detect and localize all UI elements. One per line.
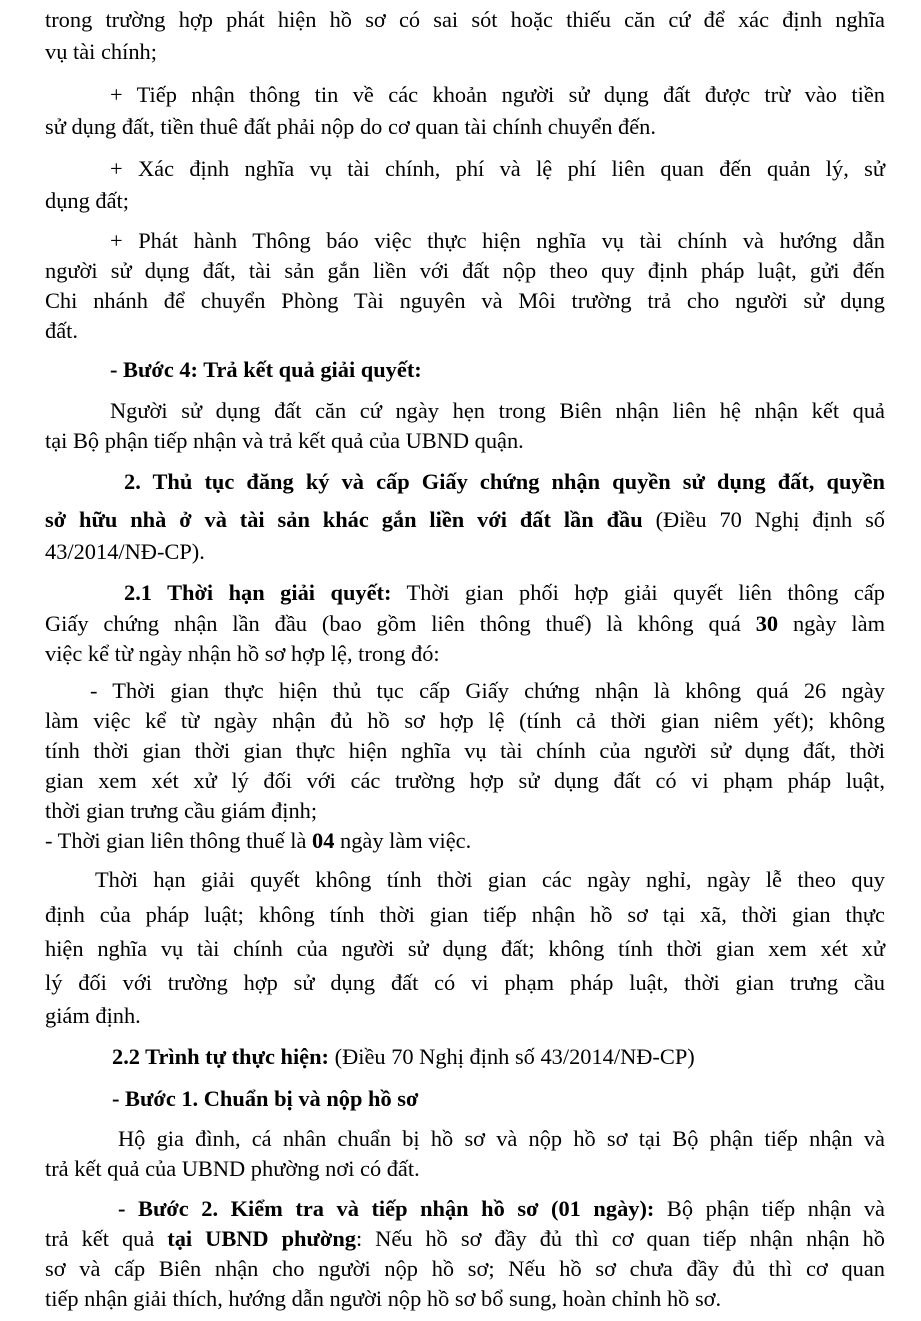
text-line: Người sử dụng đất căn cứ ngày hẹn trong Biên nhận liên hệ nhận kết quả <box>110 398 885 423</box>
text-line: tính thời gian thời gian thực hiện nghĩa vụ tài chính của người sử dụng đất, thời <box>45 738 885 763</box>
text-line: tại Bộ phận tiếp nhận và trả kết quả của UBND quận. <box>45 428 524 453</box>
text-line: - Thời gian thực hiện thủ tục cấp Giấy chứng nhận là không quá 26 ngày <box>90 678 885 703</box>
text-line <box>124 577 885 609</box>
text-line: vụ tài chính; <box>45 39 157 64</box>
text-line: Chi nhánh để chuyển Phòng Tài nguyên và Môi trường trả cho người sử dụng <box>45 288 885 313</box>
text-line: đất. <box>45 318 78 343</box>
text-line <box>45 825 885 857</box>
text-line: tiếp nhận giải thích, hướng dẫn người nộp hồ sơ bổ sung, hoàn chỉnh hồ sơ. <box>45 1286 722 1311</box>
tax-days-value: 04 <box>312 828 335 853</box>
section-2-heading: 2. Thủ tục đăng ký và cấp Giấy chứng nhận quyền sử dụng đất, quyền <box>124 469 885 494</box>
step-1-heading: - Bước 1. Chuẩn bị và nộp hồ sơ <box>112 1086 419 1111</box>
text-line: sơ và cấp Biên nhận cho người nộp hồ sơ; Nếu hồ sơ chưa đầy đủ thì cơ quan <box>45 1256 885 1281</box>
inline-text: ngày làm việc. <box>334 828 472 853</box>
text-line: trả kết quả của UBND phường nơi có đất. <box>45 1156 420 1181</box>
text-line: + Tiếp nhận thông tin về các khoản người sử dụng đất được trừ vào tiền <box>110 82 885 107</box>
text-line: dụng đất; <box>45 188 129 213</box>
legal-reference: (Điều 70 Nghị định số <box>642 507 886 532</box>
text-line: sử dụng đất, tiền thuê đất phải nộp do cơ quan tài chính chuyển đến. <box>45 114 656 139</box>
text-line: 43/2014/NĐ-CP). <box>45 539 205 564</box>
text-line <box>112 1041 885 1073</box>
text-line: người sử dụng đất, tài sản gắn liền với đất nộp theo quy định pháp luật, gửi đến <box>45 258 885 283</box>
inline-text: ngày làm <box>778 611 885 636</box>
inline-text: trả kết quả <box>45 1226 168 1251</box>
text-line: việc kể từ ngày nhận hồ sơ hợp lệ, trong đó: <box>45 641 440 666</box>
text-line: gian xem xét xử lý đối với các trường hợp sử dụng đất có vi phạm pháp luật, <box>45 768 885 793</box>
text-line: lý đối với trường hợp sử dụng đất có vi phạm pháp luật, thời gian trưng cầu <box>45 970 885 995</box>
text-line <box>45 1223 885 1255</box>
subsection-2-2-heading: 2.2 Trình tự thực hiện: <box>112 1044 330 1069</box>
inline-text: Thời gian phối hợp giải quyết liên thông cấp <box>391 580 885 605</box>
inline-text: : Nếu hồ sơ đầy đủ thì cơ quan tiếp nhận nhận hồ <box>355 1226 885 1251</box>
inline-text: - Thời gian liên thông thuế là <box>45 828 313 853</box>
ward-office: tại UBND phường <box>167 1226 356 1251</box>
text-line: hiện nghĩa vụ tài chính của người sử dụng đất; không tính thời gian xem xét xử <box>45 936 885 961</box>
text-line: + Xác định nghĩa vụ tài chính, phí và lệ phí liên quan đến quản lý, sử <box>110 156 885 181</box>
text-line: Hộ gia đình, cá nhân chuẩn bị hồ sơ và nộp hồ sơ tại Bộ phận tiếp nhận và <box>118 1126 885 1151</box>
step-4-heading: - Bước 4: Trả kết quả giải quyết: <box>110 357 422 382</box>
text-line: + Phát hành Thông báo việc thực hiện nghĩa vụ tài chính và hướng dẫn <box>110 228 885 253</box>
section-2-title-part: sở hữu nhà ở và tài sản khác gắn liền với đất lần đầu <box>45 507 643 532</box>
inline-text: Bộ phận tiếp nhận và <box>654 1196 886 1221</box>
section-2-heading-cont <box>45 504 885 536</box>
text-line: giám định. <box>45 1003 141 1028</box>
duration-value: 30 <box>755 611 779 636</box>
text-line <box>45 608 885 640</box>
text-line: định của pháp luật; không tính thời gian tiếp nhận hồ sơ tại xã, thời gian thực <box>45 902 885 927</box>
step-2-heading: - Bước 2. Kiểm tra và tiếp nhận hồ sơ (01 ngày): <box>118 1196 655 1221</box>
text-line: thời gian trưng cầu giám định; <box>45 798 318 823</box>
text-line <box>118 1193 885 1225</box>
legal-reference: (Điều 70 Nghị định số 43/2014/NĐ-CP) <box>329 1044 695 1069</box>
text-line: trong trường hợp phát hiện hồ sơ có sai sót hoặc thiếu căn cứ để xác định nghĩa <box>45 7 885 32</box>
text-line: Thời hạn giải quyết không tính thời gian các ngày nghỉ, ngày lễ theo quy <box>95 867 885 892</box>
inline-text: Giấy chứng nhận lần đầu (bao gồm liên thông thuế) là không quá <box>45 611 756 636</box>
subsection-2-1-heading: 2.1 Thời hạn giải quyết: <box>124 580 392 605</box>
text-line: làm việc kể từ ngày nhận đủ hồ sơ hợp lệ (tính cả thời gian niêm yết); không <box>45 708 885 733</box>
